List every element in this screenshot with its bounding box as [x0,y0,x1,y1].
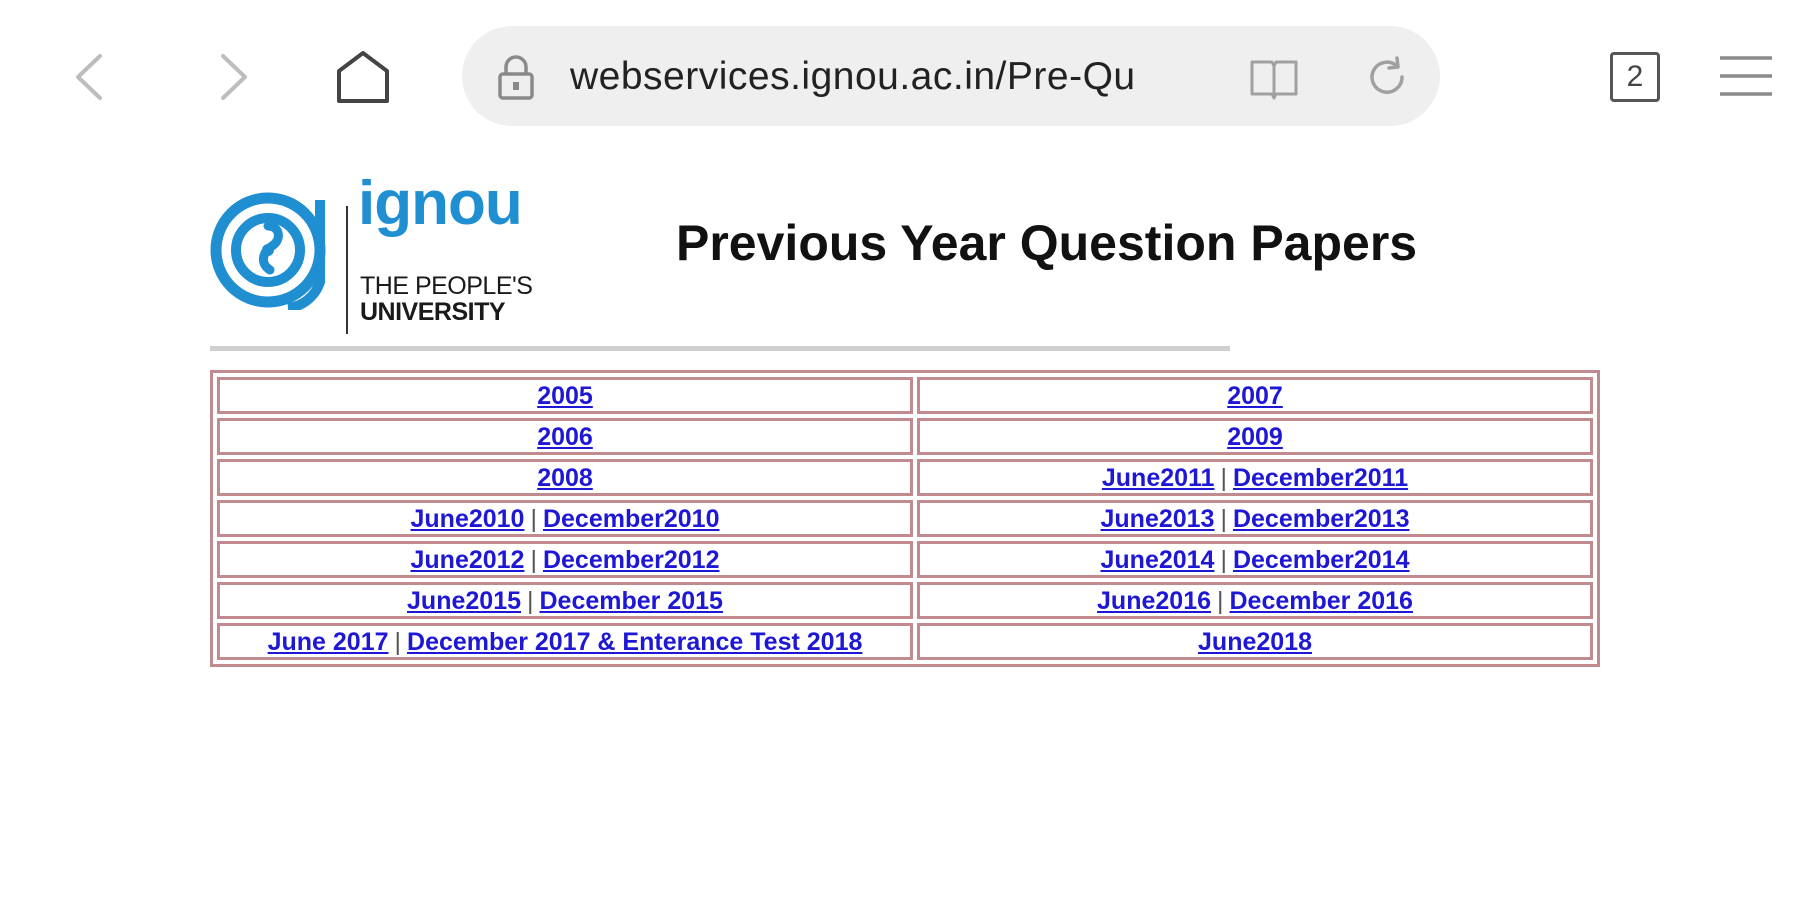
tabs-button[interactable] [1606,48,1664,106]
paper-link-june2016[interactable]: June2016 [1097,586,1211,615]
paper-link-december-2015[interactable]: December 2015 [539,586,723,615]
table-cell-right [917,582,1593,619]
papers-table-body [217,377,1593,660]
paper-link-2008[interactable]: 2008 [537,463,593,492]
paper-link-december2013[interactable]: December2013 [1232,504,1410,533]
link-separator: | [394,627,402,656]
forward-button[interactable] [205,45,261,109]
chevron-right-icon [213,52,253,102]
reload-button[interactable] [1364,54,1410,100]
papers-table [210,370,1600,667]
table-cell-right [917,418,1593,455]
table-row [217,418,1593,455]
reader-mode-icon [1248,54,1300,100]
logo-tagline-1: THE PEOPLE'S [360,272,533,300]
table-row [217,459,1593,496]
paper-link-june2013[interactable]: June2013 [1100,504,1215,533]
reload-icon [1364,54,1410,100]
paper-link-june2015[interactable]: June2015 [407,586,521,615]
paper-link-december-2016[interactable]: December 2016 [1229,586,1413,615]
paper-link-2007[interactable]: 2007 [1227,381,1283,410]
browser-toolbar [0,0,1800,150]
table-cell-left [217,500,913,537]
lock-icon [494,54,538,100]
table-row [217,541,1593,578]
table-cell-right [917,500,1593,537]
reader-mode-button[interactable] [1248,54,1300,100]
tab-count-badge: 2 [1610,52,1660,102]
link-separator: | [1220,504,1227,533]
paper-link-december2011[interactable]: December2011 [1232,463,1409,492]
home-button[interactable] [330,45,396,109]
table-row [217,500,1593,537]
table-row [217,623,1593,660]
paper-link-2005[interactable]: 2005 [537,381,593,410]
link-separator: | [530,545,537,574]
table-cell-left [217,418,913,455]
link-separator: | [527,586,534,615]
home-icon [333,49,393,105]
ignou-logo[interactable] [208,169,538,326]
page-title: Previous Year Question Papers [676,215,1418,271]
logo-wordmark: ignou [358,169,522,238]
table-cell-right [917,541,1593,578]
paper-link-june2012[interactable]: June2012 [410,545,525,574]
chevron-left-icon [70,52,110,102]
paper-link-june2010[interactable]: June2010 [410,504,525,533]
table-cell-right [917,459,1593,496]
link-separator: | [1217,586,1224,615]
horizontal-rule [210,346,1230,351]
table-cell-left [217,377,913,414]
paper-link-june2018[interactable]: June2018 [1198,627,1312,656]
paper-link-june-2017[interactable]: June 2017 [267,627,389,656]
paper-link-june2011[interactable]: June2011 [1101,463,1215,492]
menu-button[interactable] [1716,48,1776,104]
table-row [217,377,1593,414]
table-cell-left [217,623,913,660]
link-separator: | [530,504,537,533]
ignou-emblem-icon [208,190,344,310]
logo-tagline-2: UNIVERSITY [360,298,506,326]
table-cell-left [217,459,913,496]
address-bar[interactable] [462,26,1440,126]
table-cell-left [217,582,913,619]
paper-link-december2012[interactable]: December2012 [542,545,720,574]
link-separator: | [1220,545,1227,574]
back-button[interactable] [62,45,118,109]
paper-link-december2010[interactable]: December2010 [542,504,720,533]
paper-link-june2014[interactable]: June2014 [1100,545,1215,574]
paper-link-2006[interactable]: 2006 [537,422,593,451]
logo-divider [346,206,348,334]
table-cell-right [917,623,1593,660]
link-separator: | [1220,463,1227,492]
table-cell-right [917,377,1593,414]
url-text[interactable]: webservices.ignou.ac.in/Pre-Qu [570,55,1136,98]
table-cell-left [217,541,913,578]
paper-link-december-2017-enterance-test-2018[interactable]: December 2017 & Enterance Test 2018 [407,627,863,656]
table-row [217,582,1593,619]
hamburger-menu-icon [1718,52,1774,100]
paper-link-december2014[interactable]: December2014 [1232,545,1410,574]
page-content [0,150,1800,900]
paper-link-2009[interactable]: 2009 [1227,422,1283,451]
